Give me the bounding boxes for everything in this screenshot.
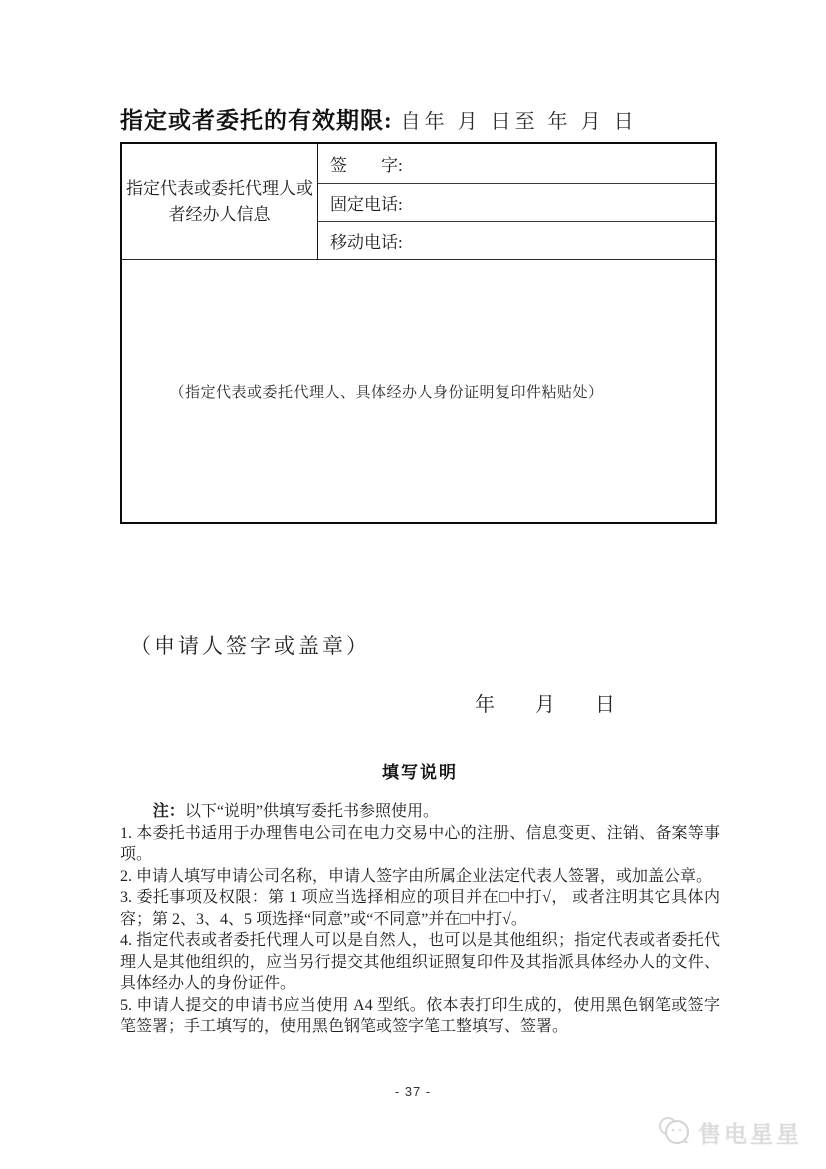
watermark-logo-icon [656, 1114, 692, 1151]
watermark [656, 1114, 802, 1151]
instruction-item-3: 3. 委托事项及权限：第 1 项应当选择相应的项目并在□中打√， 或者注明其它具体内容；第 2、3、4、5 项选择“同意”或“不同意”并在□中打√。 [120, 889, 720, 928]
validity-period-label: 指定或者委托的有效期限: [120, 108, 393, 133]
representative-info-grid [122, 144, 715, 260]
applicant-signature-hint: （申请人签字或盖章） [130, 634, 370, 658]
instruction-item-1: 1. 本委托书适用于办理售电公司在电力交易中心的注册、信息变更、注销、备案等事项。 [120, 824, 720, 863]
representative-info-table [120, 142, 717, 524]
watermark-text: 售电星星 [698, 1121, 802, 1147]
representative-info-header: 指定代表或委托代理人或者经办人信息 [122, 144, 318, 259]
instructions-note [120, 801, 720, 823]
id-copy-paste-area: （指定代表或委托代理人、具体经办人身份证明复印件粘贴处） [169, 385, 604, 401]
mobile-field-label: 移动电话: [330, 233, 403, 252]
page-number: - 37 - [394, 1084, 432, 1099]
instruction-item-2: 2. 申请人填写申请公司名称，申请人签字由所属企业法定代表人签署，或加盖公章。 [120, 867, 713, 885]
note-text: 以下“说明”供填写委托书参照使用。 [184, 803, 440, 820]
landline-field-label: 固定电话: [318, 184, 715, 222]
note-label: 注： [152, 803, 185, 820]
date-placeholder: 年 月 日 [475, 694, 615, 716]
instruction-item-5: 5. 申请人提交的申请书应当使用 A4 型纸。依本表打印生成的，使用黑色钢笔或签字笔签署；手工填写的，使用黑色钢笔或签字笔工整填写、签署。 [120, 996, 720, 1035]
validity-period-dates: 自年 月 日至 年 月 日 [400, 111, 638, 133]
validity-period-title [120, 102, 720, 135]
instruction-item-4: 4. 指定代表或者委托代理人可以是自然人，也可以是其他组织；指定代表或者委托代理人是其他组织的，应当另行提交其他组织证照复印件及其指派具体经办人的文件、具体经办人的身份证件。 [120, 932, 720, 992]
instructions-heading: 填写说明 [382, 763, 458, 782]
filling-instructions-section [120, 758, 720, 1038]
signature-field-label: 签 字: [318, 144, 715, 184]
